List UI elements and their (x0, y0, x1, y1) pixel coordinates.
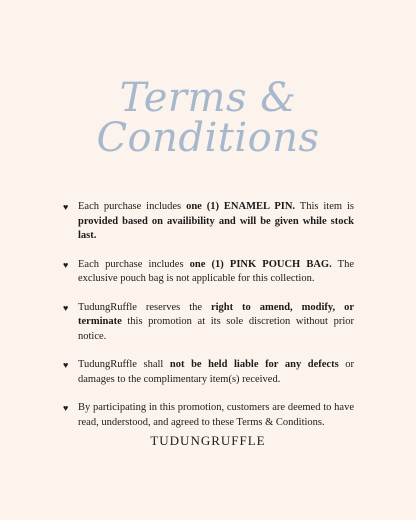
term-text-bold: one (1) ENAMEL PIN. (186, 201, 296, 212)
term-text-bold: not be held liable for any defects (169, 359, 339, 370)
term-text: By participating in this promotion, customers are deemed to have read, understood, and agreed to these Terms & Conditions. (78, 402, 354, 428)
heart-icon: ♥ (63, 259, 69, 270)
term-item (63, 401, 354, 430)
term-text: This item is (295, 201, 354, 212)
brand-footer: TUDUNGRUFFLE (150, 433, 266, 448)
term-text: TudungRuffle reserves the (78, 301, 211, 313)
term-item (63, 200, 354, 244)
terms-list (63, 200, 354, 444)
term-text: Each purchase includes (78, 258, 190, 270)
term-text: The exclusive pouch bag is not applicable for this collection. (78, 258, 354, 284)
page-title-line-2: Conditions (96, 115, 320, 161)
term-item (63, 301, 354, 345)
heart-icon: ♥ (63, 202, 69, 212)
heart-icon: ♥ (63, 360, 69, 370)
term-text-bold: right to amend, modify, or terminate (78, 301, 355, 327)
page-title-line-1: Terms & (119, 75, 297, 121)
term-item (63, 358, 354, 387)
heart-icon: ♥ (63, 403, 69, 413)
heart-icon: ♥ (63, 302, 69, 313)
term-item (63, 258, 354, 287)
term-text: or damages to the complimentary item(s) received. (78, 359, 354, 385)
term-text: Each purchase includes (78, 201, 187, 212)
term-text: this promotion at its sole discretion without prior notice. (78, 316, 354, 342)
term-text-bold: one (1) PINK POUCH BAG. (189, 258, 332, 270)
term-text-bold: provided based on availibility and will be given while stock last. (78, 215, 354, 241)
term-text: TudungRuffle shall (78, 359, 170, 370)
